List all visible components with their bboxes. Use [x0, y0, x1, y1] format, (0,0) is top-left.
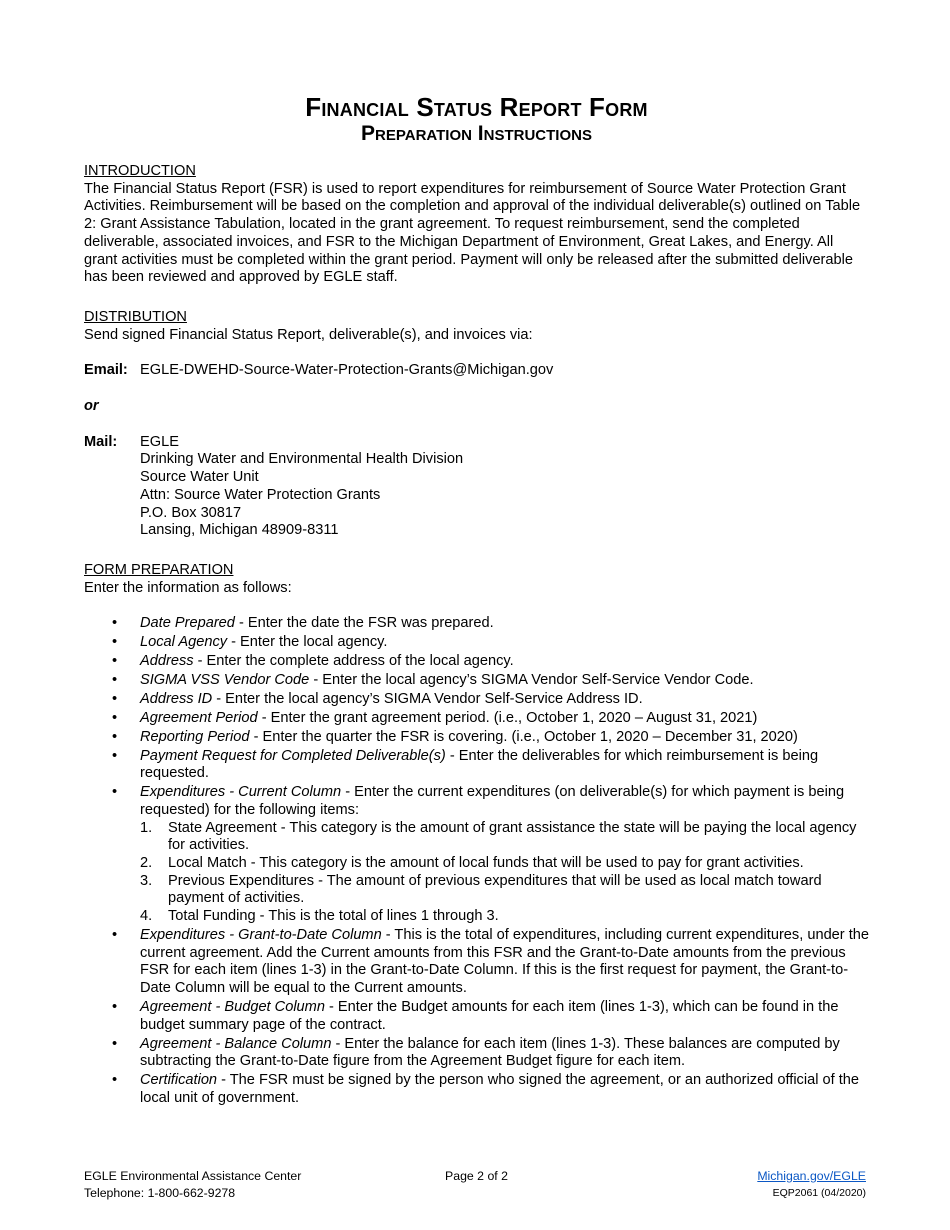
item-term: Date Prepared — [140, 615, 235, 632]
item-text: - Enter the Budget amounts for each item (lines 1-3), which can be found in the budget summary page of the contract. — [140, 999, 839, 1033]
mail-line: Attn: Source Water Protection Grants — [140, 486, 381, 503]
item-term: Agreement - Budget Column — [140, 999, 325, 1015]
item-text: - This is the total of expenditures, including current expenditures, under the current agreement. Add the Current amounts from this FSR and the Grant-to-Date amounts from the previous FSR for each item (lines 1-3) in the Grant-to-Date Column. If this is the first request for payment, the Grant-to-Date Column will be equal to the Current amounts. — [140, 927, 869, 997]
list-item — [84, 710, 869, 728]
mail-line: Drinking Water and Environmental Health Division — [140, 451, 464, 468]
item-term: Local Agency — [140, 634, 228, 651]
introduction-heading: INTRODUCTION — [84, 163, 196, 179]
mail-line: P.O. Box 30817 — [140, 504, 242, 521]
item-term: Payment Request for Completed Deliverable(s) — [140, 747, 446, 764]
list-item — [84, 1072, 869, 1107]
item-text: - Enter the local agency’s SIGMA Vendor Self-Service Vendor Code. — [309, 672, 754, 689]
item-term: Certification — [140, 1072, 218, 1089]
item-text: - The FSR must be signed by the person who signed the agreement, or an authorized official of the local unit of government. — [140, 1072, 860, 1106]
list-item — [84, 999, 869, 1034]
list-item — [84, 729, 869, 747]
mail-label: Mail: — [84, 433, 118, 450]
sub-item-text: Total Funding - This is the total of lines 1 through 3. — [168, 908, 499, 925]
item-term: Reporting Period — [140, 728, 250, 745]
item-term: Expenditures - Current Column — [140, 784, 342, 801]
sub-list-item — [140, 820, 869, 855]
item-text: - Enter the local agency. — [227, 634, 388, 651]
item-term: Agreement Period — [140, 709, 258, 726]
sub-item-text: Previous Expenditures - The amount of previous expenditures that will be used as local match toward payment of activities. — [168, 872, 822, 907]
page-title: Financial Status Report Form — [305, 92, 648, 122]
mail-address — [140, 434, 463, 540]
distribution-heading: DISTRIBUTION — [84, 308, 187, 325]
introduction-text: The Financial Status Report (FSR) is used to report expenditures for reimbursement of Source Water Protection Grant Activities. Reimbursement will be based on the completion and approval of the individual deliverable(s) outlined on Table 2: Grant Assistance Tabulation, located in the grant agreement. To request reimbursement, send the completed deliverable, associated invoices, and FSR to the Michigan Department of Environment, Great Lakes, and Energy. All grant activities must be completed within the grant period. Payment will only be released after the submitted deliverable has been reviewed and approved by EGLE staff. — [84, 180, 861, 286]
item-text: - Enter the deliverables for which reimbursement is being requested. — [140, 747, 819, 782]
document-page — [84, 92, 869, 1109]
email-row — [84, 362, 869, 380]
list-item — [84, 672, 869, 690]
list-item — [84, 634, 869, 652]
list-item — [84, 691, 869, 709]
item-text: - Enter the quarter the FSR is covering. (i.e., October 1, 2020 – December 31, 2020) — [249, 728, 798, 745]
list-item — [84, 653, 869, 671]
item-term: Address ID — [140, 690, 213, 707]
or-separator: or — [84, 398, 99, 415]
item-term: SIGMA VSS Vendor Code — [140, 672, 310, 689]
email-address: EGLE-DWEHD-Source-Water-Protection-Grants@Michigan.gov — [140, 362, 554, 379]
sub-list-item — [140, 855, 869, 873]
item-term: Address — [140, 653, 194, 670]
mail-line: Lansing, Michigan 48909-8311 — [140, 522, 339, 539]
footer-org: EGLE Environmental Assistance Center — [84, 1169, 302, 1183]
form-preparation-intro: Enter the information as follows: — [84, 579, 292, 596]
sub-item-number: 3. — [140, 872, 153, 889]
egle-website-link[interactable]: Michigan.gov/EGLE — [757, 1169, 866, 1183]
sub-list-item — [140, 908, 869, 926]
item-term: Expenditures - Grant-to-Date Column — [140, 927, 382, 943]
mail-line: Source Water Unit — [140, 469, 259, 486]
sub-list-item — [140, 873, 869, 908]
list-item — [84, 1036, 869, 1071]
footer-page-number: Page 2 of 2 — [445, 1169, 508, 1183]
page-subtitle: Preparation Instructions — [361, 122, 592, 145]
form-code: EQP2061 (04/2020) — [772, 1186, 866, 1199]
email-label: Email: — [84, 362, 128, 379]
distribution-intro: Send signed Financial Status Report, deliverable(s), and invoices via: — [84, 326, 533, 343]
item-text: - Enter the local agency’s SIGMA Vendor Self-Service Address ID. — [212, 690, 643, 707]
list-item — [84, 615, 869, 633]
sub-item-number: 2. — [140, 855, 153, 871]
item-text: - Enter the complete address of the local agency. — [193, 653, 514, 670]
sub-item-text: Local Match - This category is the amount of local funds that will be used to pay for grant activities. — [168, 855, 804, 871]
mail-line: EGLE — [140, 433, 179, 450]
list-item — [84, 748, 869, 783]
item-term: Agreement - Balance Column — [140, 1035, 332, 1052]
sub-item-number: 4. — [140, 908, 153, 925]
list-item — [84, 784, 869, 926]
item-text: - Enter the date the FSR was prepared. — [234, 615, 494, 632]
list-item — [84, 927, 869, 998]
item-text: - Enter the current expenditures (on deliverable(s) for which payment is being requested) for the following items: — [140, 784, 845, 818]
mail-row — [84, 434, 869, 540]
form-preparation-heading: FORM PREPARATION — [84, 561, 234, 578]
item-text: - Enter the grant agreement period. (i.e., October 1, 2020 – August 31, 2021) — [257, 709, 758, 726]
sub-item-number: 1. — [140, 819, 153, 836]
item-text: - Enter the balance for each item (lines 1-3). These balances are computed by subtracting the Grant-to-Date figure from the Agreement Budget figure for each item. — [140, 1035, 840, 1070]
footer-phone: Telephone: 1-800-662-9278 — [84, 1185, 236, 1200]
instruction-list — [84, 615, 869, 1107]
sub-item-text: State Agreement - This category is the amount of grant assistance the state will be paying the local agency for activities. — [168, 819, 857, 854]
footer-right — [757, 1168, 866, 1201]
expenditure-sublist — [140, 820, 869, 926]
